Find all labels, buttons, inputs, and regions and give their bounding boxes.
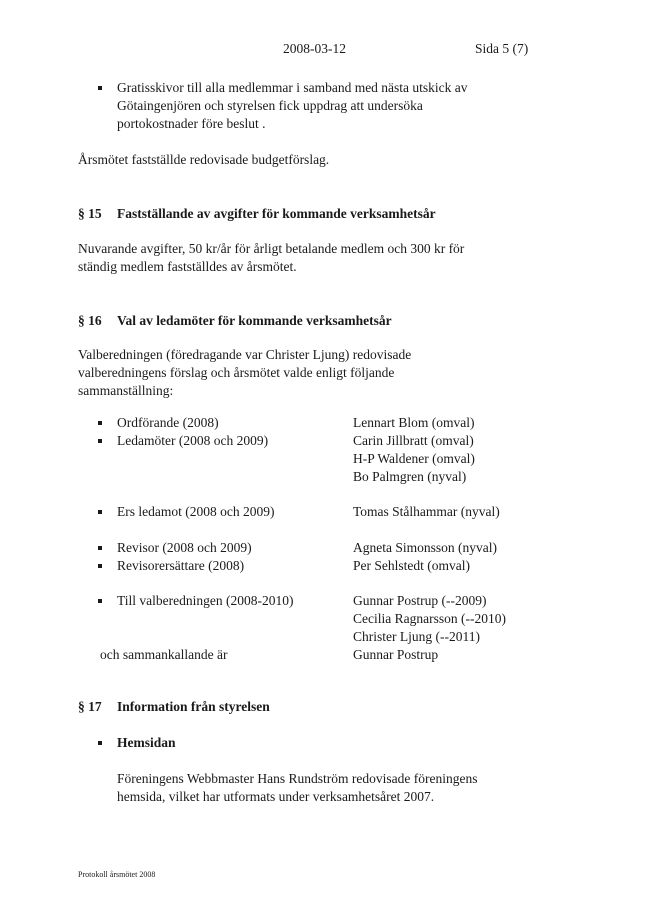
name-valberedning-1: Gunnar Postrup (--2009) <box>353 593 487 608</box>
name-valberedning-3: Christer Ljung (--2011) <box>353 629 480 644</box>
name-ledamot-2: H-P Waldener (omval) <box>353 451 475 466</box>
name-valberedning-2: Cecilia Ragnarsson (--2010) <box>353 611 506 626</box>
section-17-text-line-2: hemsida, vilket har utformats under verksamhetsåret 2007. <box>117 789 435 804</box>
section-15-title: Fastställande av avgifter för kommande verksamhetsår <box>117 206 436 221</box>
bullet-marker <box>98 86 102 90</box>
name-ledamot-1: Carin Jillbratt (omval) <box>353 433 474 448</box>
section-16-text-line-1: Valberedningen (föredragande var Christer Ljung) redovisade <box>78 347 412 362</box>
name-revisor: Agneta Simonsson (nyval) <box>353 540 497 555</box>
intro-bullet-line-2: Götaingenjören och styrelsen fick uppdrag att undersöka <box>117 98 423 113</box>
role-ordforande: Ordförande (2008) <box>117 415 219 430</box>
section-17-subheading: Hemsidan <box>117 735 176 750</box>
name-ledamot-3: Bo Palmgren (nyval) <box>353 469 467 484</box>
role-valberedning: Till valberedningen (2008-2010) <box>117 593 294 608</box>
role-ers-ledamot: Ers ledamot (2008 och 2009) <box>117 504 275 519</box>
bullet-marker <box>98 599 102 603</box>
name-sammankallande: Gunnar Postrup <box>353 647 439 662</box>
section-16-text-line-3: sammanställning: <box>78 383 174 398</box>
header-date: 2008-03-12 <box>283 41 346 56</box>
budget-paragraph: Årsmötet fastställde redovisade budgetförslag. <box>78 152 330 167</box>
name-ers-ledamot: Tomas Stålhammar (nyval) <box>353 504 500 519</box>
section-15-text-line-2: ständig medlem fastställdes av årsmötet. <box>78 259 297 274</box>
footer-text: Protokoll årsmötet 2008 <box>78 870 156 879</box>
name-revisorersattare: Per Sehlstedt (omval) <box>353 558 470 573</box>
header-page-number: Sida 5 (7) <box>475 41 529 56</box>
section-15-number: § 15 <box>78 206 102 221</box>
bullet-marker <box>98 741 102 745</box>
bullet-marker <box>98 564 102 568</box>
section-17-title: Information från styrelsen <box>117 699 270 714</box>
section-17-number: § 17 <box>78 699 102 714</box>
role-ledamoter: Ledamöter (2008 och 2009) <box>117 433 269 448</box>
bullet-marker <box>98 421 102 425</box>
section-16-text-line-2: valberedningens förslag och årsmötet valde enligt följande <box>78 365 395 380</box>
name-ordforande: Lennart Blom (omval) <box>353 415 475 430</box>
bullet-marker <box>98 546 102 550</box>
role-sammankallande: och sammankallande är <box>100 647 228 662</box>
intro-bullet-line-1: Gratisskivor till alla medlemmar i samband med nästa utskick av <box>117 80 468 95</box>
section-15-text-line-1: Nuvarande avgifter, 50 kr/år för årligt betalande medlem och 300 kr för <box>78 241 465 256</box>
intro-bullet-line-3: portokostnader före beslut . <box>117 116 266 131</box>
section-16-title: Val av ledamöter för kommande verksamhetsår <box>117 313 392 328</box>
bullet-marker <box>98 439 102 443</box>
role-revisorersattare: Revisorersättare (2008) <box>117 558 245 573</box>
role-revisor: Revisor (2008 och 2009) <box>117 540 252 555</box>
section-16-number: § 16 <box>78 313 102 328</box>
section-17-text-line-1: Föreningens Webbmaster Hans Rundström redovisade föreningens <box>117 771 478 786</box>
bullet-marker <box>98 510 102 514</box>
